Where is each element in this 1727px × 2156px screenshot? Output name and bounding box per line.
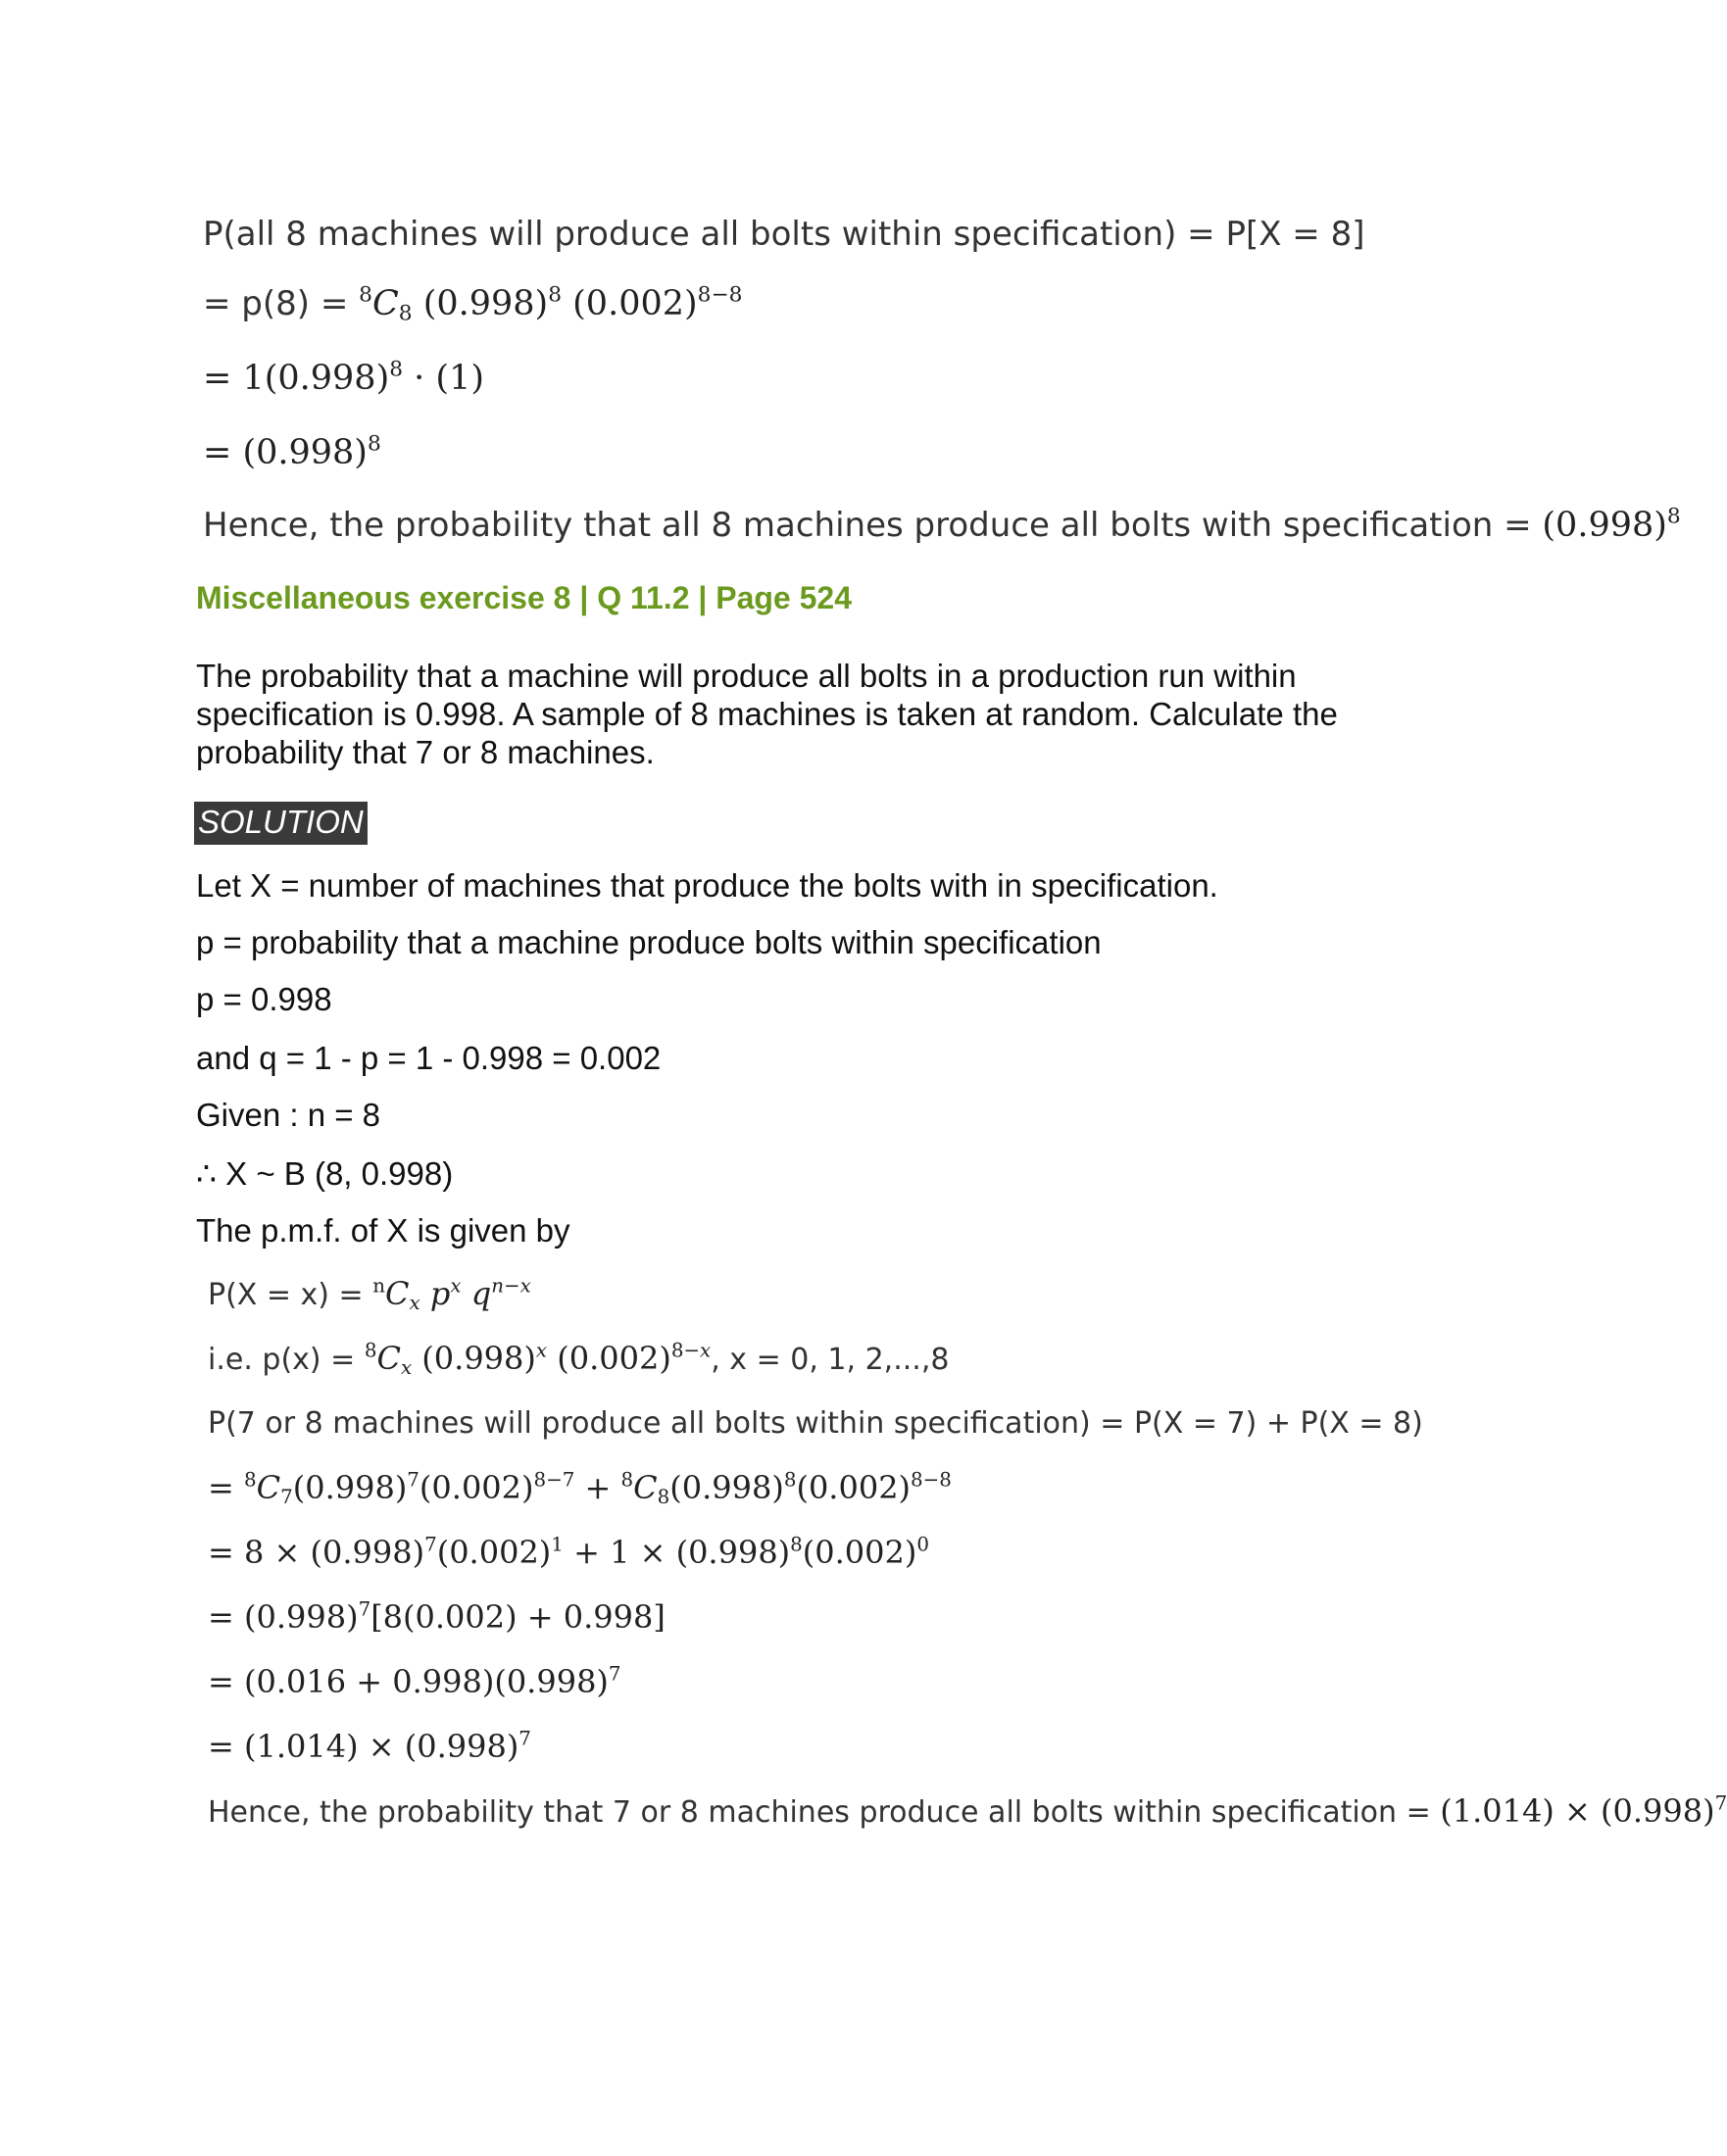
solution-line-7: The p.m.f. of X is given by xyxy=(196,1212,570,1249)
pmf-specific: i.e. $p(x) = ^8C_x$ $(0.998)^x$ $(0.002)^{8-x}$, x = 0, 1, 2,...,8 xyxy=(208,1339,950,1379)
p78-statement: P(7 or 8 machines will produce all bolts within specification) = P(X = 7) + P(X = 8) xyxy=(208,1406,1423,1441)
solution-line-2: p = probability that a machine produce bolts within specification xyxy=(196,924,1102,960)
solution-line-1: Let X = number of machines that produce the bolts with in specification. xyxy=(196,867,1218,904)
p8-step3: = $(0.998)^8$ xyxy=(203,431,381,472)
p78-step3: = $(0.998)^7[8(0.002) + 0.998]$ xyxy=(208,1597,666,1636)
p8-step2: = $1(0.998)^8 \cdot (1)$ xyxy=(203,357,485,398)
solution-line-6: ∴ X ~ B (8, 0.998) xyxy=(196,1155,454,1192)
p8-conclusion: Hence, the probability that all 8 machines produce all bolts with specification = $(0.998)^8$ xyxy=(203,504,1681,545)
solution-label: SOLUTION xyxy=(194,802,368,845)
solution-line-4: and q = 1 - p = 1 - 0.998 = 0.002 xyxy=(196,1040,662,1076)
p78-step1: = $^8C_7(0.998)^7(0.002)^{8-7} + ^8C_8(0.998)^8(0.002)^{8-8}$ xyxy=(208,1468,952,1508)
p78-step5: = $(1.014) \times (0.998)^7$ xyxy=(208,1727,531,1765)
p78-step4: = $(0.016 + 0.998)(0.998)^7$ xyxy=(208,1662,621,1700)
p8-statement: P(all 8 machines will produce all bolts within specification) = P[X = 8] xyxy=(203,215,1365,254)
p78-step2: = $8 \times (0.998)^7(0.002)^1 + 1 \times (0.998)^8(0.002)^0$ xyxy=(208,1533,929,1571)
final-conclusion: Hence, the probability that 7 or 8 machines produce all bolts within specification = $(1.014) \times (0.998)^7$ xyxy=(208,1791,1727,1830)
solution-line-5: Given : n = 8 xyxy=(196,1097,381,1133)
solution-line-3: p = 0.998 xyxy=(196,981,332,1017)
p8-step1: = $p(8) = ^8C_8$ $(0.998)^8$ $(0.002)^{8-8}$ xyxy=(203,282,743,326)
problem-statement: The probability that a machine will produce all bolts in a production run within specification is 0.998. A sample of 8 machines is taken at random. Calculate the probability that 7 or 8 machines. xyxy=(196,658,1338,770)
exercise-heading: Miscellaneous exercise 8 | Q 11.2 | Page 524 xyxy=(196,580,852,615)
pmf-formula: $P(X = x) = ^nC_x$ $p^x$ $q^{n-x}$ xyxy=(208,1274,531,1314)
